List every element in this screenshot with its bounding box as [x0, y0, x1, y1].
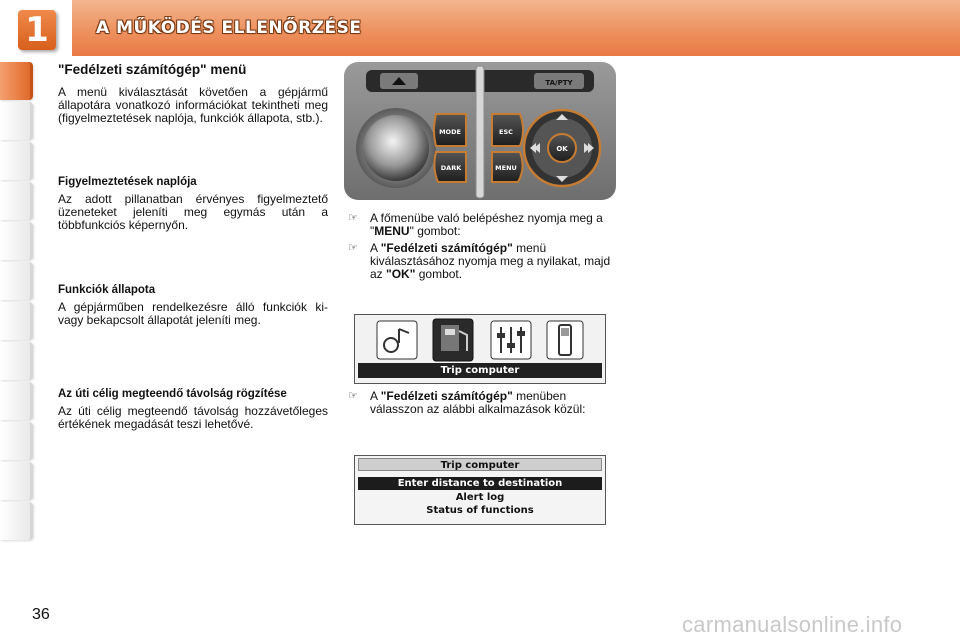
pointer-icon: ☞	[348, 390, 358, 402]
chapter-tab-12[interactable]	[0, 502, 33, 540]
pointer-icon: ☞	[348, 212, 358, 224]
ta-pty-label: TA/PTY	[545, 79, 573, 87]
chapter-tab-11[interactable]	[0, 462, 33, 500]
intro-paragraph: A menü kiválasztását követően a gépjármű állapotára vonatkozó információkat tekintheti meg (figyelmeztetések naplója, funkciók állapota, stb.).	[58, 85, 328, 125]
pointer-icon: ☞	[348, 242, 358, 254]
chapter-tab-4[interactable]	[0, 182, 33, 220]
svg-text:DARK: DARK	[440, 164, 462, 172]
main-menu-screen	[354, 314, 606, 384]
chapter-tab-1[interactable]	[0, 62, 33, 100]
trip-menu-item[interactable]: Alert log	[455, 492, 505, 503]
distance-text: Az úti célig megteendő távolság hozzávetőleges értékének megadását teszi lehetővé.	[58, 404, 328, 431]
trip-computer-screen	[354, 455, 606, 525]
chapter-tab-6[interactable]	[0, 262, 33, 300]
control-panel-drawing	[344, 62, 616, 200]
trip-screen-title: Trip computer	[358, 458, 602, 471]
trip-menu-item[interactable]: Status of functions	[426, 505, 534, 516]
functions-status-text: A gépjárműben rendelkezésre álló funkciók ki- vagy bekapcsolt állapotát jeleníti meg.	[58, 300, 328, 327]
chapter-tab-8[interactable]	[0, 342, 33, 380]
svg-text:MENU: MENU	[495, 164, 517, 172]
svg-text:ESC: ESC	[499, 128, 513, 136]
alert-log-heading: Figyelmeztetések naplója	[58, 176, 197, 188]
instructions-list-2	[344, 390, 618, 420]
menu-selected-label: Trip computer	[440, 365, 520, 376]
svg-text:MODE: MODE	[439, 128, 461, 136]
chapter-tab-3[interactable]	[0, 142, 33, 180]
trip-menu-item-selected[interactable]: Enter distance to destination	[358, 477, 602, 490]
functions-status-heading: Funkciók állapota	[58, 284, 156, 296]
alert-log-text: Az adott pillanatban érvényes figyelmeztető üzeneteket jeleníti meg egymás után a többfunkciós képernyőn.	[58, 192, 328, 232]
chapter-number-badge: 1	[18, 10, 56, 50]
section-heading: "Fedélzeti számítógép" menü	[58, 62, 247, 77]
watermark: carmanualsonline.info	[682, 612, 903, 637]
chapter-tab-9[interactable]	[0, 382, 33, 420]
instructions-list	[344, 212, 618, 285]
page-title: A MŰKÖDÉS ELLENŐRZÉSE	[96, 18, 362, 38]
volume-knob	[363, 115, 429, 181]
distance-heading: Az úti célig megteendő távolság rögzítése	[58, 388, 287, 400]
instruction-item: ☞ A "Fedélzeti számítógép" menüben válasszon az alábbi alkalmazások közül:	[348, 389, 586, 416]
instruction-item: ☞ A "Fedélzeti számítógép" menü kiválasztásához nyomja meg a nyilakat, majd az "OK" gombot.	[348, 241, 611, 281]
control-panel-image	[344, 62, 616, 200]
chapter-tab-10[interactable]	[0, 422, 33, 460]
chapter-tab-5[interactable]	[0, 222, 33, 260]
instruction-item: ☞ A főmenübe való belépéshez nyomja meg a "MENU" gombot:	[348, 211, 603, 238]
phone-icon	[547, 321, 583, 359]
svg-text:OK: OK	[556, 145, 568, 153]
chapter-tabs	[0, 62, 34, 542]
chapter-tab-7[interactable]	[0, 302, 33, 340]
page-number: 36	[32, 606, 50, 623]
chapter-tab-2[interactable]	[0, 102, 33, 140]
